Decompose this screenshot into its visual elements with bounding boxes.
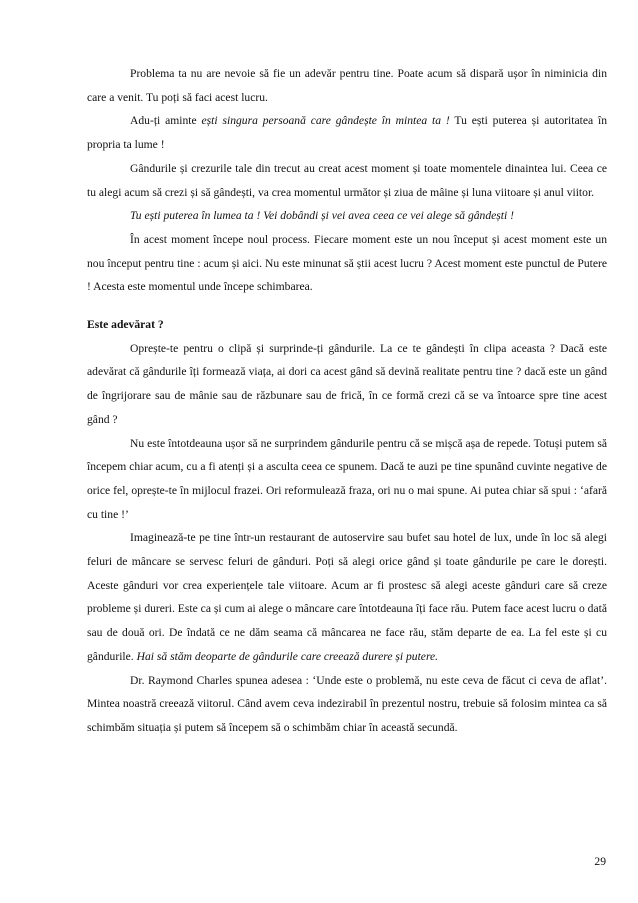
paragraph — [87, 228, 607, 299]
text-run: Oprește-te pentru o clipă și surprinde-ți gândurile. La ce te gândești în clipa aceasta ? Dacă este adevărat că gândurile îți formează viața, ai dori ca acest gând să devină realitate pentru tine ? dacă este un gând de îngrijorare sau de mânie sau de răzbunare sau de frică, în ce formă crezi că se va întoarce spre tine acest gând ? — [87, 341, 607, 426]
paragraph — [87, 62, 607, 109]
body-text-section-2 — [87, 337, 607, 740]
text-run: Gândurile și crezurile tale din trecut au creat acest moment și toate momentele dinaintea lui. Ceea ce tu alegi acum să crezi și să gândești, va crea momentul următor și ziua de mâine și luna viitoare și anul viitor. — [87, 161, 607, 199]
text-run: Tu ești puterea și autoritatea în propria ta lume ! — [87, 114, 607, 152]
text-run: Imaginează-te pe tine într-un restaurant de autoservire sau bufet sau hotel de lux, unde în loc să alegi feluri de mâncare se servesc feluri de gânduri. Poți să alegi orice gând și toate gândurile pe care le dorești. Aceste gânduri vor crea experiențele tale viitoare. Acum ar fi prostesc să alegi aceste gânduri care să creze probleme și dureri. Este ca și cum ai alege o mâncare care întotdeauna îți face rău. Putem face acest lucru o dată sau de două ori. De îndată ce ne dăm seama că mâncarea ne face rău, stăm departe de ea. La fel este și cu gândurile. — [87, 531, 607, 663]
text-run: Nu este întotdeauna ușor să ne surprindem gândurile pentru că se mișcă așa de repede. Totuși putem să începem chiar acum, cu a fi atenți și a asculta ceea ce spunem. Dacă te auzi pe tine spunând cuvinte negative de orice fel, oprește-te în mijlocul frazei. Ori reformulează fraza, ori nu o mai spune. Ai putea chiar să spui : ‘afară cu tine !’ — [87, 436, 607, 521]
paragraph — [87, 337, 607, 432]
document-page — [87, 62, 607, 740]
italic-text: Hai să stăm deoparte de gândurile care creează durere și putere. — [136, 649, 439, 663]
body-text-section-1 — [87, 62, 607, 299]
text-run: Problema ta nu are nevoie să fie un adevăr pentru tine. Poate acum să dispară ușor în niminicia din care a venit. Tu poți să faci acest lucru. — [87, 67, 607, 104]
paragraph — [87, 204, 607, 228]
paragraph — [87, 109, 607, 156]
paragraph — [87, 432, 607, 527]
italic-text: Tu ești puterea în lumea ta ! Vei dobândi și vei avea ceea ce vei alege să gândești ! — [130, 209, 514, 223]
paragraph — [87, 526, 607, 668]
text-run: Dr. Raymond Charles spunea adesea : ‘Unde este o problemă, nu este ceva de făcut ci ceva de aflat’. Mintea noastră creează viitorul. Când avem ceva indezirabil în prezentul nostru, trebuie să folosim mintea ca să schimbăm situația și putem să începem să o schimbăm chiar în această secundă. — [87, 673, 607, 734]
paragraph — [87, 157, 607, 204]
italic-text: ești singura persoană care gândește în mintea ta ! — [201, 114, 450, 128]
page-number: 29 — [594, 855, 606, 868]
text-run: Adu-ți aminte — [130, 114, 202, 128]
text-run: În acest moment începe noul process. Fiecare moment este un nou început și acest moment este un nou început pentru tine : acum și aici. Nu este minunat să știi acest lucru ? Acest moment este punctul de Putere ! Acesta este momentul unde începe schimbarea. — [87, 232, 607, 294]
paragraph — [87, 669, 607, 740]
section-heading: Este adevărat ? — [87, 318, 164, 332]
